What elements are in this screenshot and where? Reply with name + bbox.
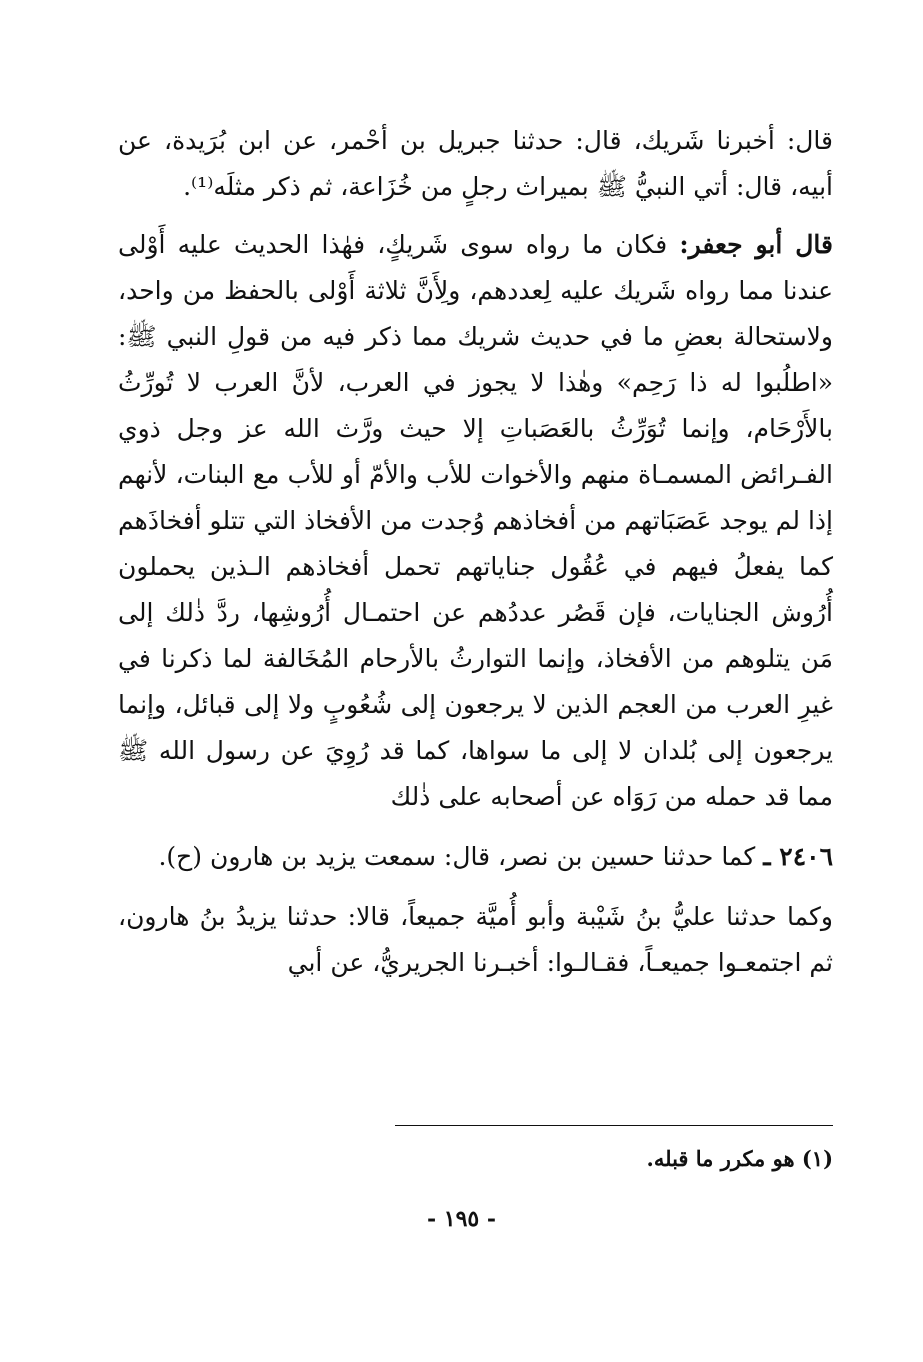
paragraph-isnad-continued [118,894,833,986]
paragraph-hadith-2406 [118,834,833,880]
paragraph-lead: قال أبو جعفر: [679,230,833,259]
page-body [118,118,833,986]
page-number: - ١٩٥ - [426,1206,497,1232]
paragraph-commentary [118,222,833,820]
paragraph-text: كما حدثنا حسين بن نصر، قال: سمعت يزيد بن هارون (ح). [158,842,764,871]
footnote: (١) هو مكرر ما قبله. [646,1146,833,1171]
hadith-number: ٢٤٠٦ ـ [763,842,833,871]
footnote-divider [395,1125,833,1126]
paragraph-text: قال: أخبرنا شَريك، قال: حدثنا جبريل بن أحْمر، عن ابن بُرَيدة، عن أبيه، قال: أتي النبيُّ ﷺ بميراث رجلٍ من خُزَاعة، ثم ذكر مثلَه⁽¹⁾. [118,126,833,201]
paragraph-text: وكما حدثنا عليُّ بنُ شَيْبة وأبو أُميَّة جميعاً، قالا: حدثنا يزيدُ بنُ هارون، ثم اجتمعـوا جميعـاً، فقـالـوا: أخبـرنا الجريريُّ، عن أبي [118,902,833,977]
paragraph-isnad [118,118,833,210]
paragraph-text: فكان ما رواه سوى شَريكٍ، فهٰذا الحديث عليه أَوْلى عندنا مما رواه شَريك عليه لِعددهم، ولِأَنَّ ثلاثة أَوْلى بالحفظ من واحد، ولاستحالة بعضِ ما في حديث شريك مما ذكر فيه من قولِ النبي ﷺ: «اطلُبوا له ذا رَحِم» وهٰذا لا يجوز في العرب، لأنَّ العرب لا تُورِّثُ بالأَرْحَام، وإنما تُوَرِّثُ بالعَصَباتِ إلا حيث ورَّث الله عز وجل ذوي الفـرائض المسمـاة منهم والأخوات للأب والأمّ أو للأب مع البنات، لأنهم إذا لم يوجد عَصَبَاتهم من أفخاذهم وُجدت من الأفخاذ التي تتلو أفخاذَهم كما يفعلُ فيهم في عُقُول جناياتهم تحمل أفخاذهم الـذين يحملون أُرُوش الجنايات، فإن قَصُر عددُهم عن احتمـال أُرُوشِها، ردَّ ذٰلك إلى مَن يتلوهم من الأفخاذ، وإنما التوارثُ بالأرحام المُخَالفة لما ذكرنا في غيرِ العرب من العجم الذين لا يرجعون إلى شُعُوبٍ ولا إلى قبائل، وإنما يرجعون إلى بُلدان لا إلى ما سواها، كما قد رُوِيَ عن رسول الله ﷺ مما قد حمله من رَوَاه عن أصحابه على ذٰلك [118,230,833,811]
